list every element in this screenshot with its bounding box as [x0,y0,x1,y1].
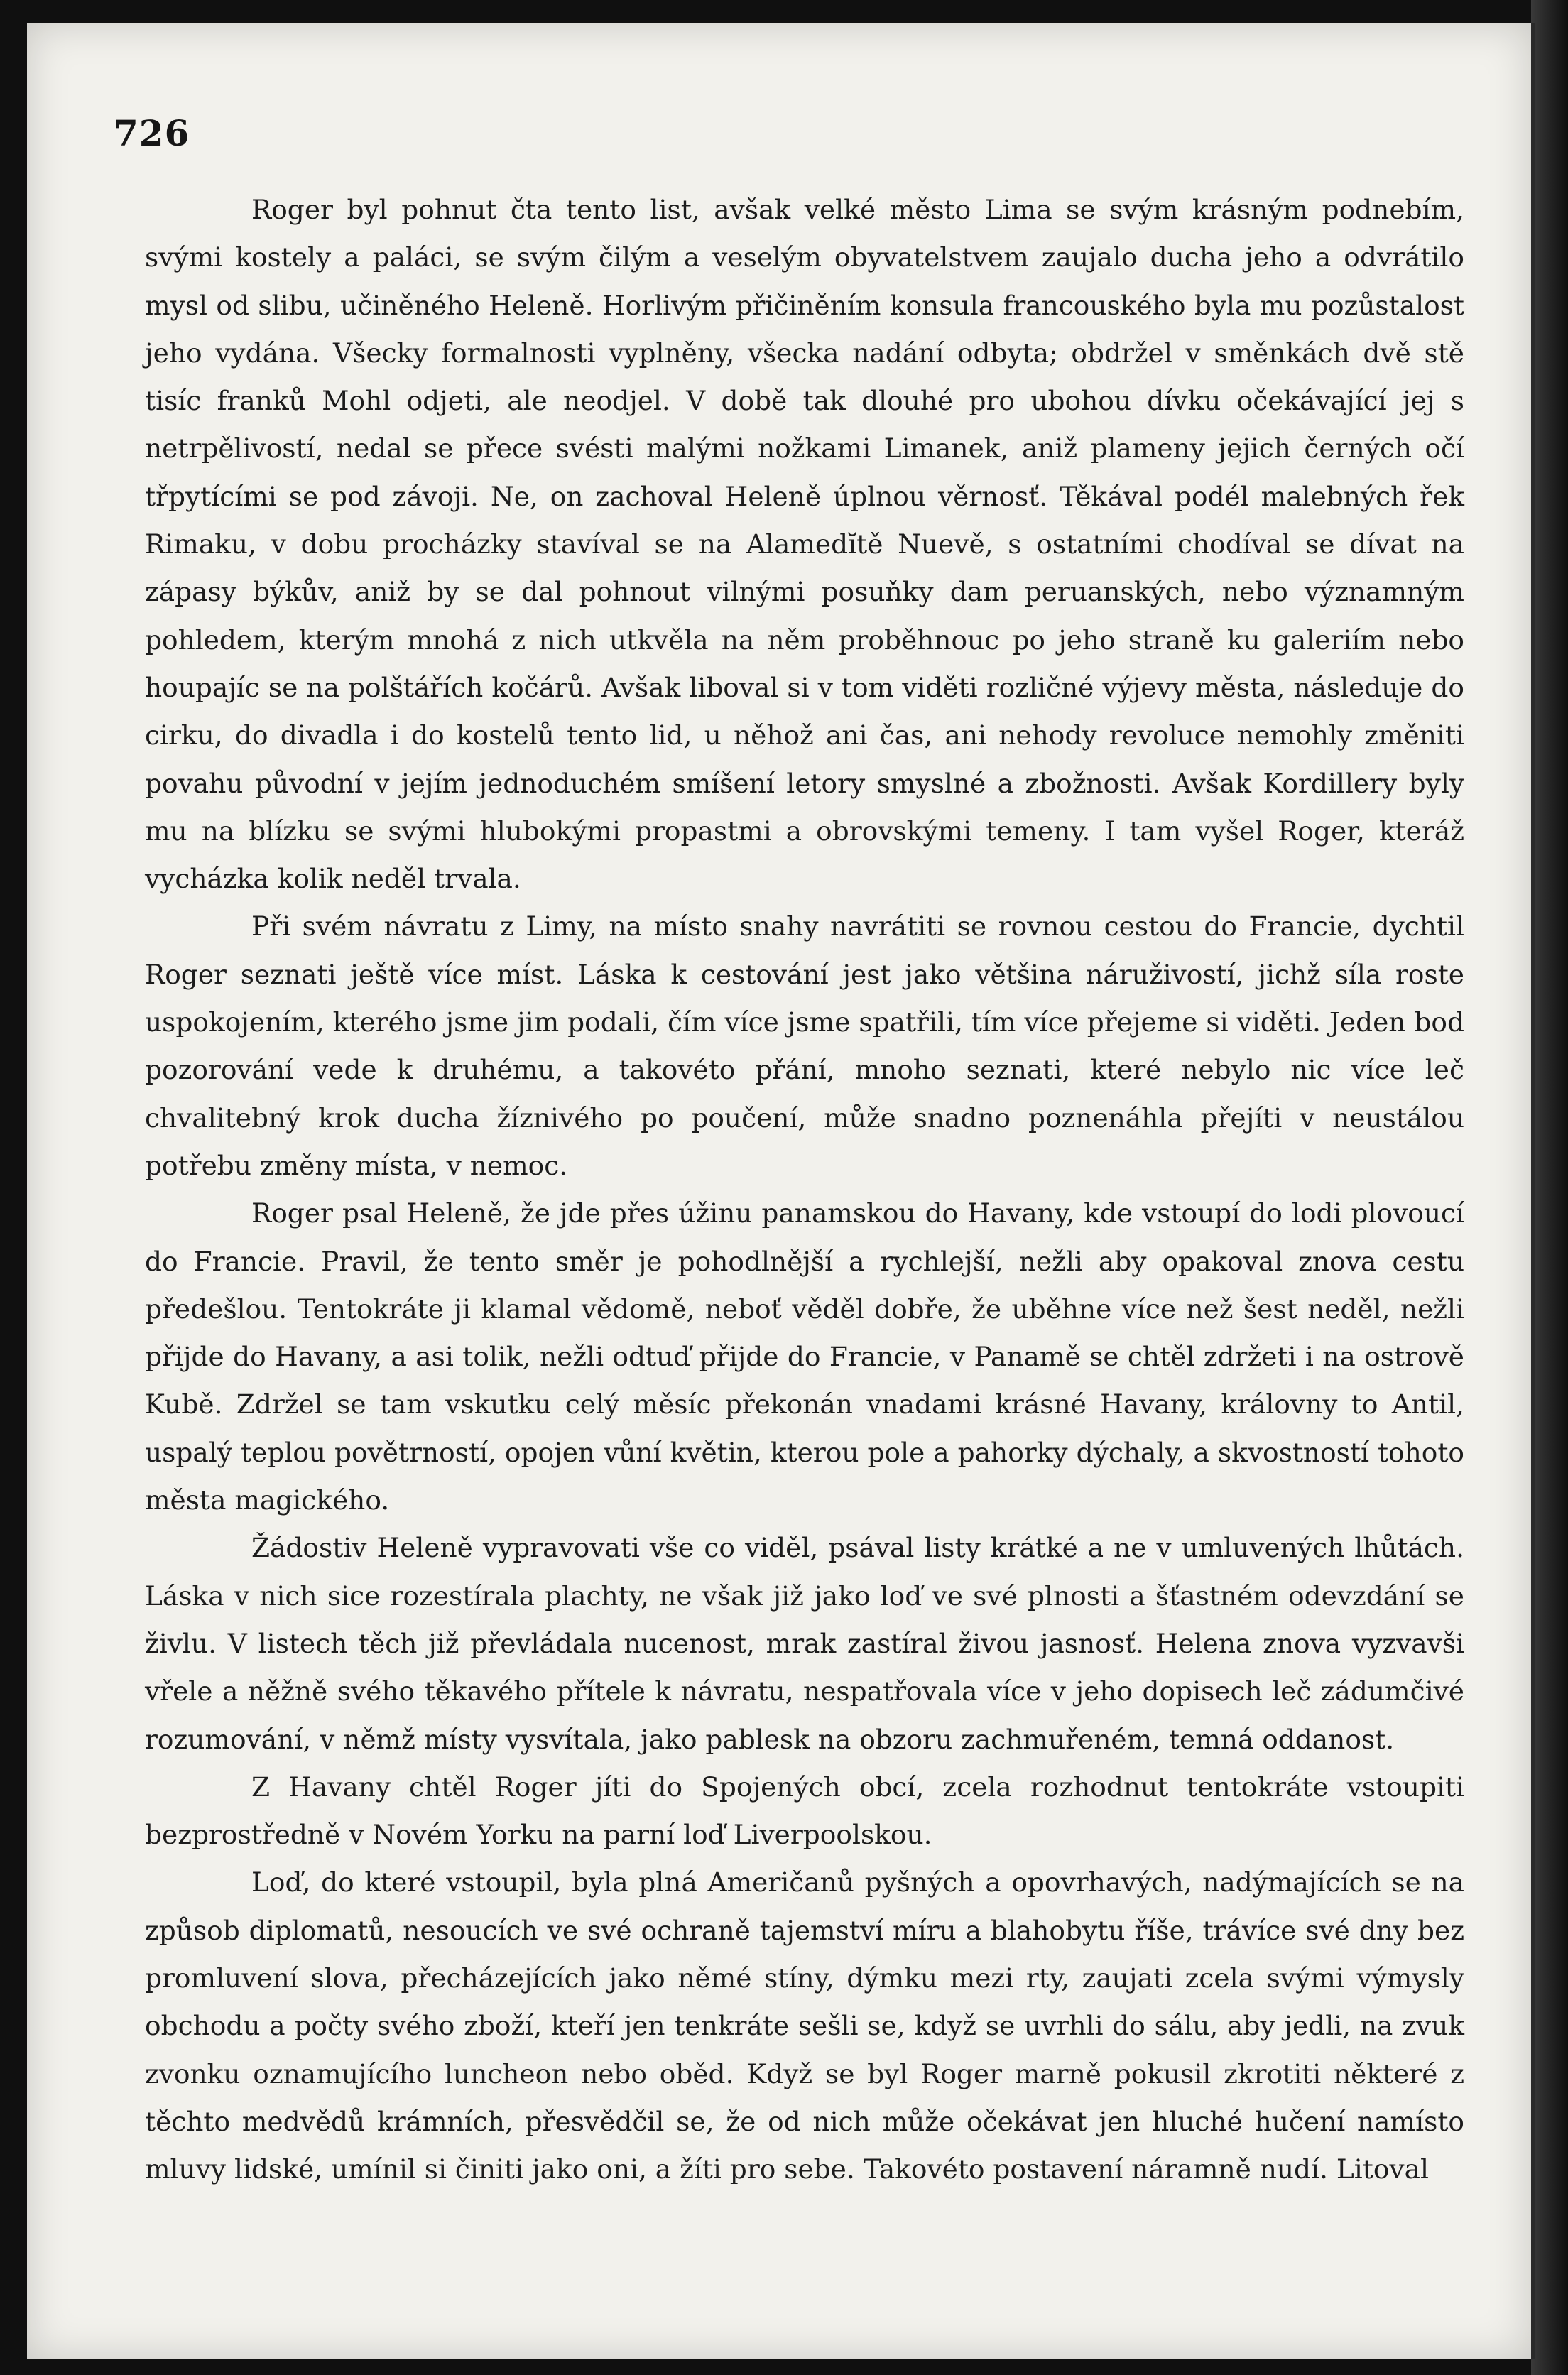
paragraph-5: Z Havany chtěl Roger jíti do Spojených obcí, zcela rozhodnut tentokráte vstoupiti bezprostředně v Novém Yorku na parní loď Liverpoolskou. [145,1771,1464,1851]
page-number: 726 [114,112,190,154]
paragraph-2: Při svém návratu z Limy, na místo snahy navrátiti se rovnou cestou do Francie, dychtil Roger seznati ještě více míst. Láska k cestování jest jako většina náruživostí, jichž síla roste uspokojením, kterého jsme jim podali, čím více jsme spatřili, tím více přejeme si viděti. Jeden bod pozorování vede k druhému, a takovéto přání, mnoho seznati, které nebylo nic více leč chvalitebný krok ducha žíznivého po poučení, může snadno poznenáhla přejíti v neustálou potřebu změny místa, v nemoc. [145,911,1464,1181]
paragraph-3: Roger psal Heleně, že jde přes úžinu panamskou do Havany, kde vstoupí do lodi plovoucí do Francie. Pravil, že tento směr je pohodlnější a rychlejší, nežli aby opakoval znova cestu předešlou. Tentokráte ji klamal vědomě, neboť věděl dobře, že uběhne více než šest neděl, nežli přijde do Havany, a asi tolik, nežli odtuď přijde do Francie, v Panamě se chtěl zdržeti i na ostrově Kubě. Zdržel se tam vskutku celý měsíc překonán vnadami krásné Havany, královny to Antil, uspalý teplou povětrností, opojen vůní květin, kterou pole a pahorky dýchaly, a skvostností tohoto města magického. [145,1197,1464,1516]
page-edge [1531,0,1568,2375]
body-text [145,186,1464,2193]
paragraph-4: Žádostiv Heleně vypravovati vše co viděl, psával listy krátké a ne v umluvených lhůtách. Láska v nich sice rozestírala plachty, ne však již jako loď ve své plnosti a šťastném odevzdání se živlu. V listech těch již převládala nucenost, mrak zastíral živou jasnosť. Helena znova vyzvavši vřele a něžně svého těkavého přítele k návratu, nespatřovala více v jeho dopisech leč zádumčivé rozumování, v němž místy vysvítala, jako pablesk na obzoru zachmuřeném, temná oddanost. [145,1532,1464,1755]
paragraph-6: Loď, do které vstoupil, byla plná Američanů pyšných a opovrhavých, nadýmajících se na způsob diplomatů, nesoucích ve své ochraně tajemství míru a blahobytu říše, trávíce své dny bez promluvení slova, přecházejících jako němé stíny, dýmku mezi rty, zaujati zcela svými výmysly obchodu a počty svého zboží, kteří jen tenkráte sešli se, když se uvrhli do sálu, aby jedli, na zvuk zvonku oznamujícího luncheon nebo oběd. Když se byl Roger marně pokusil zkrotiti některé z těchto medvědů krámních, přesvědčil se, že od nich může očekávat jen hluché hučení namísto mluvy lidské, umínil si činiti jako oni, a žíti pro sebe. Takovéto postavení náramně nudí. Litoval [145,1866,1464,2185]
paragraph-1: Roger byl pohnut čta tento list, avšak velké město Lima se svým krásným podnebím, svými kostely a paláci, se svým čilým a veselým obyvatelstvem zaujalo ducha jeho a odvrátilo mysl od slibu, učiněného Heleně. Horlivým přičiněním konsula francouského byla mu pozůstalost jeho vydána. Všecky formalnosti vyplněny, všecka nadání odbyta; obdržel v směnkách dvě stě tisíc franků Mohl odjeti, ale neodjel. V době tak dlouhé pro ubohou dívku očekávající jej s netrpělivostí, nedal se přece svésti malými nožkami Limanek, aniž plameny jejich černých očí třpytícími se pod závoji. Ne, on zachoval Heleně úplnou věrnosť. Těkával podél malebných řek Rimaku, v dobu procházky stavíval se na Alamedĭtě Nuevě, s ostatními chodíval se dívat na zápasy býkův, aniž by se dal pohnout vilnými posuňky dam peruanských, nebo významným pohledem, kterým mnohá z nich utkvěla na něm proběhnouc po jeho straně ku galeriím nebo houpajíc se na polštářích kočárů. Avšak liboval si v tom viděti rozličné výjevy města, následuje do cirku, do divadla i do kostelů tento lid, u něhož ani čas, ani nehody revoluce nemohly změniti povahu původní v jejím jednoduchém smíšení letory smyslné a zbožnosti. Avšak Kordillery byly mu na blízku se svými hlubokými propastmi a obrovskými temeny. I tam vyšel Roger, kteráž vycházka kolik neděl trvala. [145,194,1464,895]
